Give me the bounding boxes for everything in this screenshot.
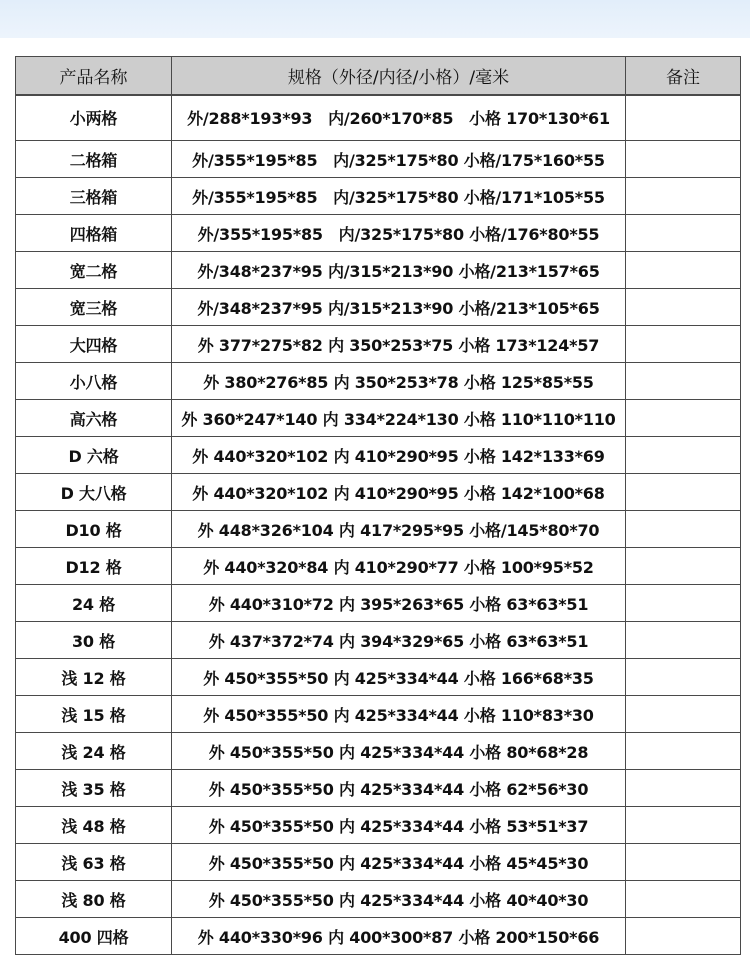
table-row <box>16 585 741 622</box>
table-row <box>16 437 741 474</box>
table-row <box>16 511 741 548</box>
header-note: 备注 <box>626 57 741 95</box>
product-name-cell: 24 格 <box>16 585 172 622</box>
note-cell <box>626 511 741 548</box>
table-row <box>16 844 741 881</box>
table-row <box>16 622 741 659</box>
product-name-cell: 浅 80 格 <box>16 881 172 918</box>
product-name-cell: 浅 24 格 <box>16 733 172 770</box>
spec-cell: 外 360*247*140 内 334*224*130 小格 110*110*110 <box>172 400 626 437</box>
table-row <box>16 95 741 141</box>
header-product-name: 产品名称 <box>16 57 172 95</box>
spec-cell: 外/348*237*95 内/315*213*90 小格/213*157*65 <box>172 252 626 289</box>
note-cell <box>626 918 741 955</box>
note-cell <box>626 770 741 807</box>
product-name-cell: 四格箱 <box>16 215 172 252</box>
note-cell <box>626 733 741 770</box>
table-row <box>16 881 741 918</box>
table-row <box>16 659 741 696</box>
spec-cell: 外 440*320*102 内 410*290*95 小格 142*100*68 <box>172 474 626 511</box>
product-name-cell: 小八格 <box>16 363 172 400</box>
spec-cell: 外 450*355*50 内 425*334*44 小格 110*83*30 <box>172 696 626 733</box>
spec-cell: 外/288*193*93 内/260*170*85 小格 170*130*61 <box>172 95 626 141</box>
spec-cell: 外 377*275*82 内 350*253*75 小格 173*124*57 <box>172 326 626 363</box>
table-row <box>16 770 741 807</box>
spec-cell: 外 440*330*96 内 400*300*87 小格 200*150*66 <box>172 918 626 955</box>
product-name-cell: D10 格 <box>16 511 172 548</box>
note-cell <box>626 474 741 511</box>
note-cell <box>626 400 741 437</box>
spec-cell: 外 448*326*104 内 417*295*95 小格/145*80*70 <box>172 511 626 548</box>
product-name-cell: 400 四格 <box>16 918 172 955</box>
spec-cell: 外/355*195*85 内/325*175*80 小格/176*80*55 <box>172 215 626 252</box>
note-cell <box>626 585 741 622</box>
top-banner <box>0 0 750 38</box>
table-body <box>16 95 741 955</box>
note-cell <box>626 881 741 918</box>
note-cell <box>626 548 741 585</box>
note-cell <box>626 215 741 252</box>
product-name-cell: 小两格 <box>16 95 172 141</box>
product-name-cell: 浅 48 格 <box>16 807 172 844</box>
spec-cell: 外 450*355*50 内 425*334*44 小格 40*40*30 <box>172 881 626 918</box>
product-name-cell: 宽三格 <box>16 289 172 326</box>
note-cell <box>626 696 741 733</box>
product-name-cell: 浅 35 格 <box>16 770 172 807</box>
spec-cell: 外 437*372*74 内 394*329*65 小格 63*63*51 <box>172 622 626 659</box>
table-row <box>16 918 741 955</box>
note-cell <box>626 178 741 215</box>
spec-cell: 外 440*320*84 内 410*290*77 小格 100*95*52 <box>172 548 626 585</box>
note-cell <box>626 659 741 696</box>
table-header-row <box>16 57 741 95</box>
spec-cell: 外 450*355*50 内 425*334*44 小格 166*68*35 <box>172 659 626 696</box>
spec-table <box>15 56 741 955</box>
table-row <box>16 326 741 363</box>
table-row <box>16 807 741 844</box>
spec-table-container <box>15 56 740 955</box>
product-name-cell: 大四格 <box>16 326 172 363</box>
spec-cell: 外 440*320*102 内 410*290*95 小格 142*133*69 <box>172 437 626 474</box>
product-name-cell: 高六格 <box>16 400 172 437</box>
note-cell <box>626 326 741 363</box>
note-cell <box>626 141 741 178</box>
table-row <box>16 400 741 437</box>
header-spec: 规格（外径/内径/小格）/毫米 <box>172 57 626 95</box>
note-cell <box>626 807 741 844</box>
table-row <box>16 548 741 585</box>
product-name-cell: 宽二格 <box>16 252 172 289</box>
spec-cell: 外 450*355*50 内 425*334*44 小格 45*45*30 <box>172 844 626 881</box>
table-row <box>16 733 741 770</box>
table-row <box>16 178 741 215</box>
note-cell <box>626 437 741 474</box>
product-name-cell: 三格箱 <box>16 178 172 215</box>
spec-cell: 外 450*355*50 内 425*334*44 小格 53*51*37 <box>172 807 626 844</box>
table-row <box>16 363 741 400</box>
spec-cell: 外 450*355*50 内 425*334*44 小格 62*56*30 <box>172 770 626 807</box>
product-name-cell: D12 格 <box>16 548 172 585</box>
note-cell <box>626 252 741 289</box>
note-cell <box>626 95 741 141</box>
spec-cell: 外 440*310*72 内 395*263*65 小格 63*63*51 <box>172 585 626 622</box>
product-name-cell: 30 格 <box>16 622 172 659</box>
note-cell <box>626 289 741 326</box>
note-cell <box>626 844 741 881</box>
note-cell <box>626 622 741 659</box>
spec-cell: 外 380*276*85 内 350*253*78 小格 125*85*55 <box>172 363 626 400</box>
table-row <box>16 696 741 733</box>
product-name-cell: 浅 63 格 <box>16 844 172 881</box>
product-name-cell: D 大八格 <box>16 474 172 511</box>
table-row <box>16 252 741 289</box>
note-cell <box>626 363 741 400</box>
product-name-cell: 二格箱 <box>16 141 172 178</box>
spec-cell: 外/355*195*85 内/325*175*80 小格/171*105*55 <box>172 178 626 215</box>
table-row <box>16 215 741 252</box>
spec-cell: 外/355*195*85 内/325*175*80 小格/175*160*55 <box>172 141 626 178</box>
table-row <box>16 141 741 178</box>
product-name-cell: D 六格 <box>16 437 172 474</box>
spec-cell: 外 450*355*50 内 425*334*44 小格 80*68*28 <box>172 733 626 770</box>
spec-cell: 外/348*237*95 内/315*213*90 小格/213*105*65 <box>172 289 626 326</box>
product-name-cell: 浅 12 格 <box>16 659 172 696</box>
table-row <box>16 289 741 326</box>
table-row <box>16 474 741 511</box>
product-name-cell: 浅 15 格 <box>16 696 172 733</box>
